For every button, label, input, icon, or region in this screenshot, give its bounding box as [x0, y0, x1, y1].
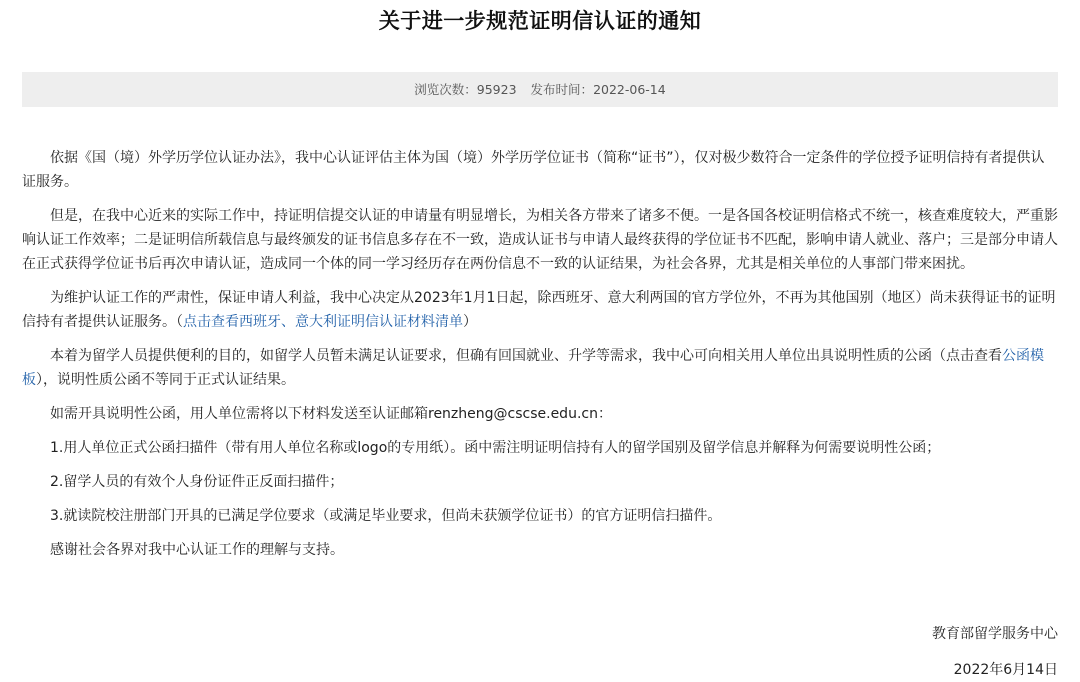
decision-text: 为维护认证工作的严肃性，保证申请人利益，我中心决定从2023年1月1日起，除西班牙、意大利两国的官方学位外，不再为其他国别（地区）尚未获得证书的证明信持有者提供认证服务。 [22, 290, 1056, 330]
list-item: 2.留学人员的有效个人身份证件正反面扫描件； [50, 474, 344, 490]
letter-text-before: 本着为留学人员提供便利的目的，如留学人员暂未满足认证要求，但确有回国就业、升学等需求，我中心可向相关用人单位出具说明性质的公函（点击查看 [50, 348, 1002, 364]
page-title: 关于进一步规范证明信认证的通知 [378, 9, 702, 33]
letter-template-link[interactable]: 公函模板 [22, 348, 1044, 388]
views-label: 浏览次数： [414, 82, 477, 97]
spain-italy-materials-link[interactable]: 点击查看西班牙、意大利证明信认证材料清单 [183, 314, 463, 330]
letter-text-after: ），说明性质公函不等同于正式认证结果。 [36, 372, 295, 388]
paragraph-email-instruction: 如需开具说明性公函，用人单位需将以下材料发送至认证邮箱renzheng@cscse.edu.cn： [50, 406, 612, 422]
signature-organization: 教育部留学服务中心 [932, 626, 1058, 642]
paragraph-thanks: 感谢社会各界对我中心认证工作的理解与支持。 [50, 542, 344, 558]
paragraph-official-letter [22, 344, 1058, 392]
publish-date: 2022-06-14 [593, 82, 666, 97]
close-paren: ） [463, 314, 477, 330]
paragraph-basis: 依据《国（境）外学历学位认证办法》，我中心认证评估主体为国（境）外学历学位证书（简称“证书”），仅对极少数符合一定条件的学位授予证明信持有者提供认证服务。 [22, 150, 1045, 190]
signature-date: 2022年6月14日 [953, 662, 1058, 678]
views-count: 95923 [476, 82, 517, 97]
article-body [22, 146, 1058, 572]
open-paren: （ [176, 314, 183, 330]
paragraph-problems: 但是，在我中心近来的实际工作中，持证明信提交认证的申请量有明显增长，为相关各方带来了诸多不便。一是各国各校证明信格式不统一，核查难度较大，严重影响认证工作效率；二是证明信所载信息与最终颁发的证书信息多存在不一致，造成认证书与申请人最终获得的学位证书不匹配，影响申请人就业、落户；三是部分申请人在正式获得学位证书后再次申请认证，造成同一个体的同一学习经历存在两份信息不一致的认证结果，为社会各界，尤其是相关单位的人事部门带来困扰。 [22, 208, 1058, 272]
list-item: 3.就读院校注册部门开具的已满足学位要求（或满足毕业要求，但尚未获颁学位证书）的官方证明信扫描件。 [50, 508, 722, 524]
list-item: 1.用人单位正式公函扫描件（带有用人单位名称或logo的专用纸）。函中需注明证明信持有人的留学国别及留学信息并解释为何需要说明性公函； [50, 440, 941, 456]
article-meta-bar [22, 72, 1058, 107]
paragraph-decision [22, 286, 1058, 334]
publish-date-label: 发布时间： [530, 82, 594, 97]
